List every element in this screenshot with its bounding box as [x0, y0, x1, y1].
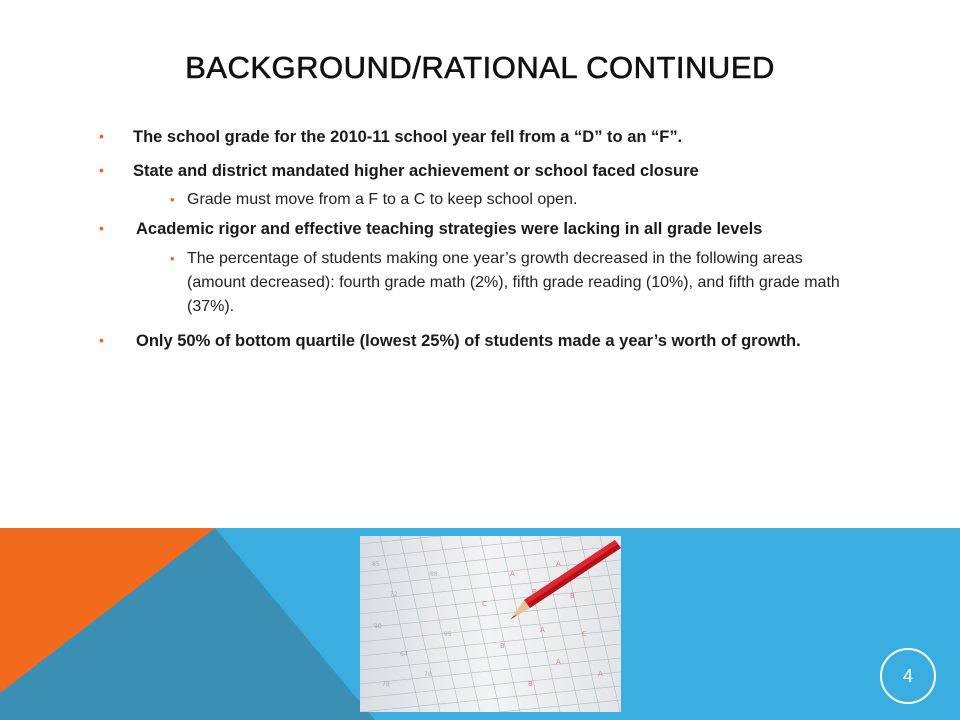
bullet-text: Academic rigor and effective teaching strategies were lacking in all grade levels	[136, 220, 763, 238]
bullet-icon: •	[170, 192, 175, 207]
svg-text:C: C	[482, 600, 487, 608]
bullet-icon: •	[99, 162, 104, 178]
svg-text:85: 85	[372, 561, 380, 568]
svg-text:A: A	[556, 560, 561, 568]
svg-text:64: 64	[400, 651, 408, 658]
bullet-icon: •	[170, 251, 175, 266]
bullet-item	[99, 162, 699, 181]
svg-text:95: 95	[444, 631, 452, 638]
svg-text:C: C	[582, 630, 587, 638]
svg-text:A: A	[540, 626, 545, 634]
sub-bullet-text: Grade must move from a F to a C to keep school open.	[187, 191, 578, 208]
bullet-text: State and district mandated higher achievement or school faced closure	[133, 162, 699, 180]
svg-text:A: A	[510, 570, 515, 578]
bullet-icon: •	[99, 128, 104, 144]
bullet-icon: •	[99, 332, 104, 348]
svg-text:90: 90	[374, 623, 382, 630]
svg-text:B: B	[570, 592, 575, 600]
slide-title: BACKGROUND/RATIONAL CONTINUED	[185, 50, 775, 85]
grade-sheet-photo	[360, 536, 621, 712]
bullet-text: The school grade for the 2010-11 school year fell from a “D” to an “F”.	[133, 128, 683, 146]
bullet-item	[99, 128, 683, 147]
svg-text:72: 72	[390, 591, 398, 598]
svg-text:B: B	[500, 642, 505, 650]
svg-text:A: A	[598, 670, 603, 678]
svg-text:78: 78	[382, 681, 390, 688]
bullet-icon: •	[99, 220, 104, 236]
page-number-badge: 4	[880, 648, 936, 704]
bullet-text: Only 50% of bottom quartile (lowest 25%) of students made a year’s worth of growth.	[136, 332, 801, 350]
pencil-on-grades-image	[360, 536, 621, 712]
bullet-item	[99, 220, 763, 239]
svg-text:B: B	[528, 680, 533, 688]
svg-text:A: A	[556, 658, 561, 666]
svg-text:88: 88	[430, 571, 438, 578]
svg-text:70: 70	[424, 671, 432, 678]
svg-text:B: B	[532, 588, 537, 596]
sub-bullet-item	[170, 247, 852, 319]
bullet-item	[99, 332, 801, 351]
sub-bullet-text: The percentage of students making one year’s growth decreased in the following areas (amount decreased): fourth grade math (2%), fifth grade reading (10%), and fifth grade math (37%).	[187, 250, 840, 315]
sub-bullet-item	[170, 188, 847, 212]
